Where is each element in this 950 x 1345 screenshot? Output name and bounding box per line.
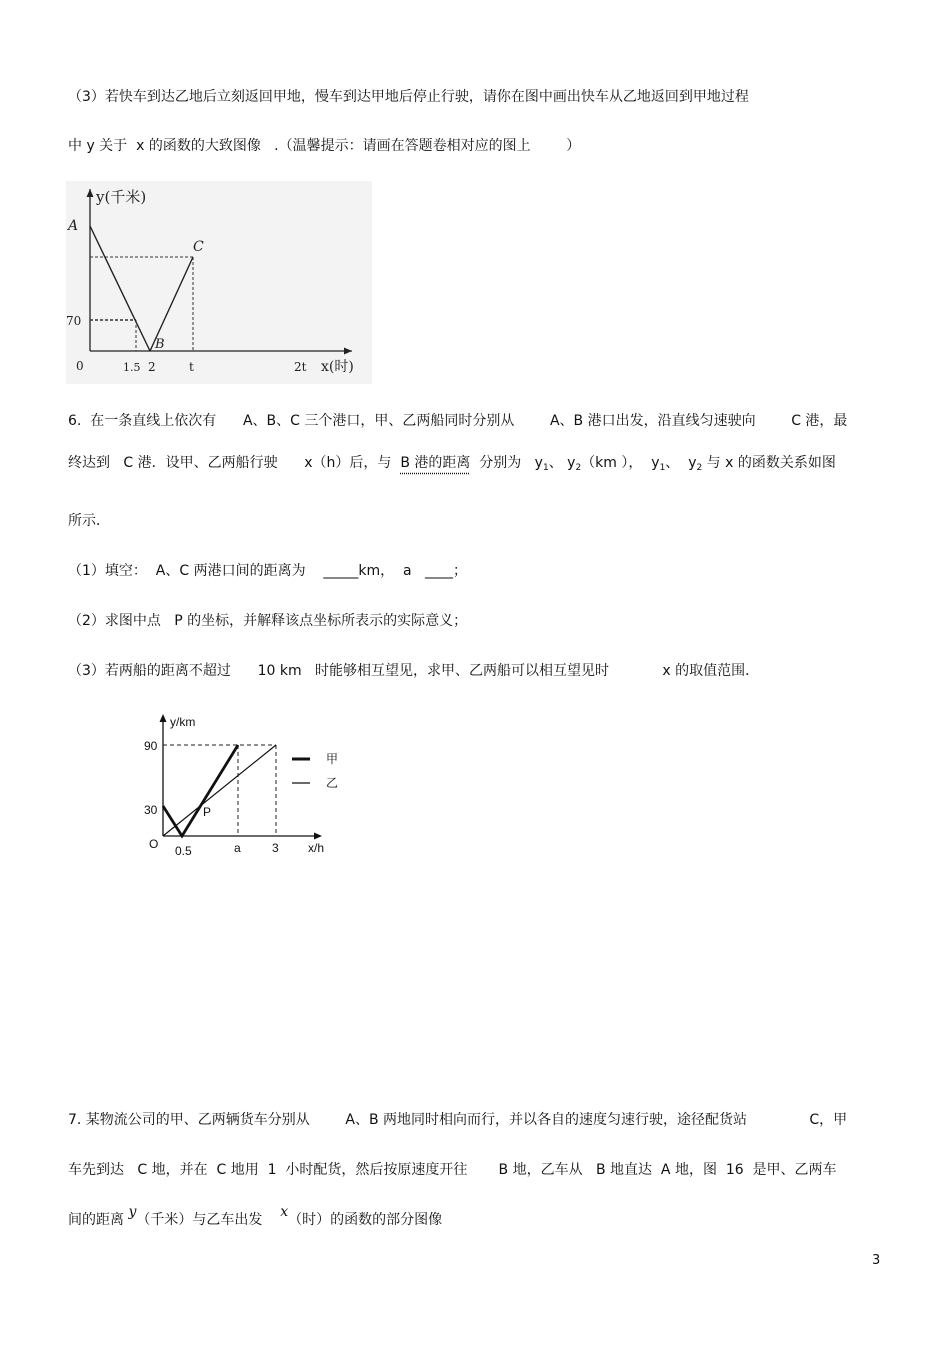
point-A-label: A — [68, 218, 79, 234]
page-number: 3 — [872, 1253, 881, 1268]
question-6-line-1: 6. 在一条直线上依次有 A、B、C 三个港口，甲、乙两船同时分别从 A、B 港口出发，沿直线匀速驶向 C 港，最 — [68, 413, 848, 429]
x-tick-2: 2 — [148, 360, 156, 374]
y-tick-70: 70 — [66, 314, 82, 328]
x-tick-a: a — [234, 841, 241, 855]
y-axis-label: y(千米) — [96, 188, 147, 206]
question-7-line-2: 车先到达 C 地，并在 C 地用 1 小时配货，然后按原速度开往 B 地，乙车从 B 地直达 A 地，图 16 是甲、乙两车 — [68, 1162, 837, 1178]
x-axis-arrow — [344, 348, 352, 355]
x-tick-2t: 2t — [294, 360, 307, 374]
figure-distance-time-1 — [66, 181, 372, 384]
y-axis-arrow — [160, 714, 167, 722]
origin-label: 0 — [76, 359, 84, 373]
question-7-line-3: 间的距离 y（千米）与乙车出发 x（时）的函数的部分图像 — [68, 1204, 443, 1228]
legend-yi-label: 乙 — [326, 776, 339, 790]
origin-label: O — [149, 837, 159, 851]
question-6-part-1: （1）填空： A、C 两港口间的距离为 _____km， a ____； — [68, 563, 467, 579]
x-tick-3: 3 — [272, 841, 279, 855]
question-6-line-3: 所示． — [68, 513, 110, 529]
y-tick-30: 30 — [144, 803, 158, 817]
question-6-part-3: （3）若两船的距离不超过 10 km 时能够相互望见，求甲、乙两船可以相互望见时 x 的取值范围． — [68, 663, 760, 679]
x-tick-1-5: 1.5 — [123, 361, 141, 374]
x-tick-t: t — [189, 360, 194, 374]
point-P-label: P — [203, 805, 212, 819]
question-7-line-1: 7. 某物流公司的甲、乙两辆货车分别从 A、B 两地同时相向而行，并以各自的速度匀速行驶，途径配货站 C，甲 — [68, 1112, 848, 1128]
x-axis-label: x/h — [308, 841, 325, 855]
question-6-part-2: （2）求图中点 P 的坐标，并解释该点坐标所表示的实际意义； — [68, 613, 468, 629]
line-yi — [163, 745, 276, 836]
y-axis-label: y/km — [170, 715, 196, 729]
x-axis-label: x(时) — [321, 359, 354, 375]
x-axis-arrow — [314, 833, 322, 840]
point-B-label: B — [155, 337, 165, 352]
question-5-part-3-line-2: 中 y 关于 x 的函数的大致图像 .（温馨提示：请画在答题卷相对应的图上 ） — [68, 138, 581, 154]
y-axis-arrow — [87, 189, 94, 197]
question-6-line-2: 终达到 C 港．设甲、乙两船行驶 x（h）后，与 B 港的距离 分别为 $y_1$、 $y_2(km$ ）， $y_1$、 $y_2$ 与 x 的函数关系如图 — [68, 455, 836, 473]
question-5-part-3-line-1: （3）若快车到达乙地后立刻返回甲地，慢车到达甲地后停止行驶，请你在图中画出快车从乙地返回到甲地过程 — [68, 89, 749, 105]
x-tick-0-5: 0.5 — [175, 844, 192, 858]
figure-ship-distance — [140, 710, 360, 860]
y-tick-90: 90 — [144, 739, 158, 753]
line-jia — [163, 745, 238, 836]
segment-A-B — [90, 226, 150, 351]
legend-jia-label: 甲 — [326, 752, 339, 766]
point-C-label: C — [193, 239, 204, 255]
